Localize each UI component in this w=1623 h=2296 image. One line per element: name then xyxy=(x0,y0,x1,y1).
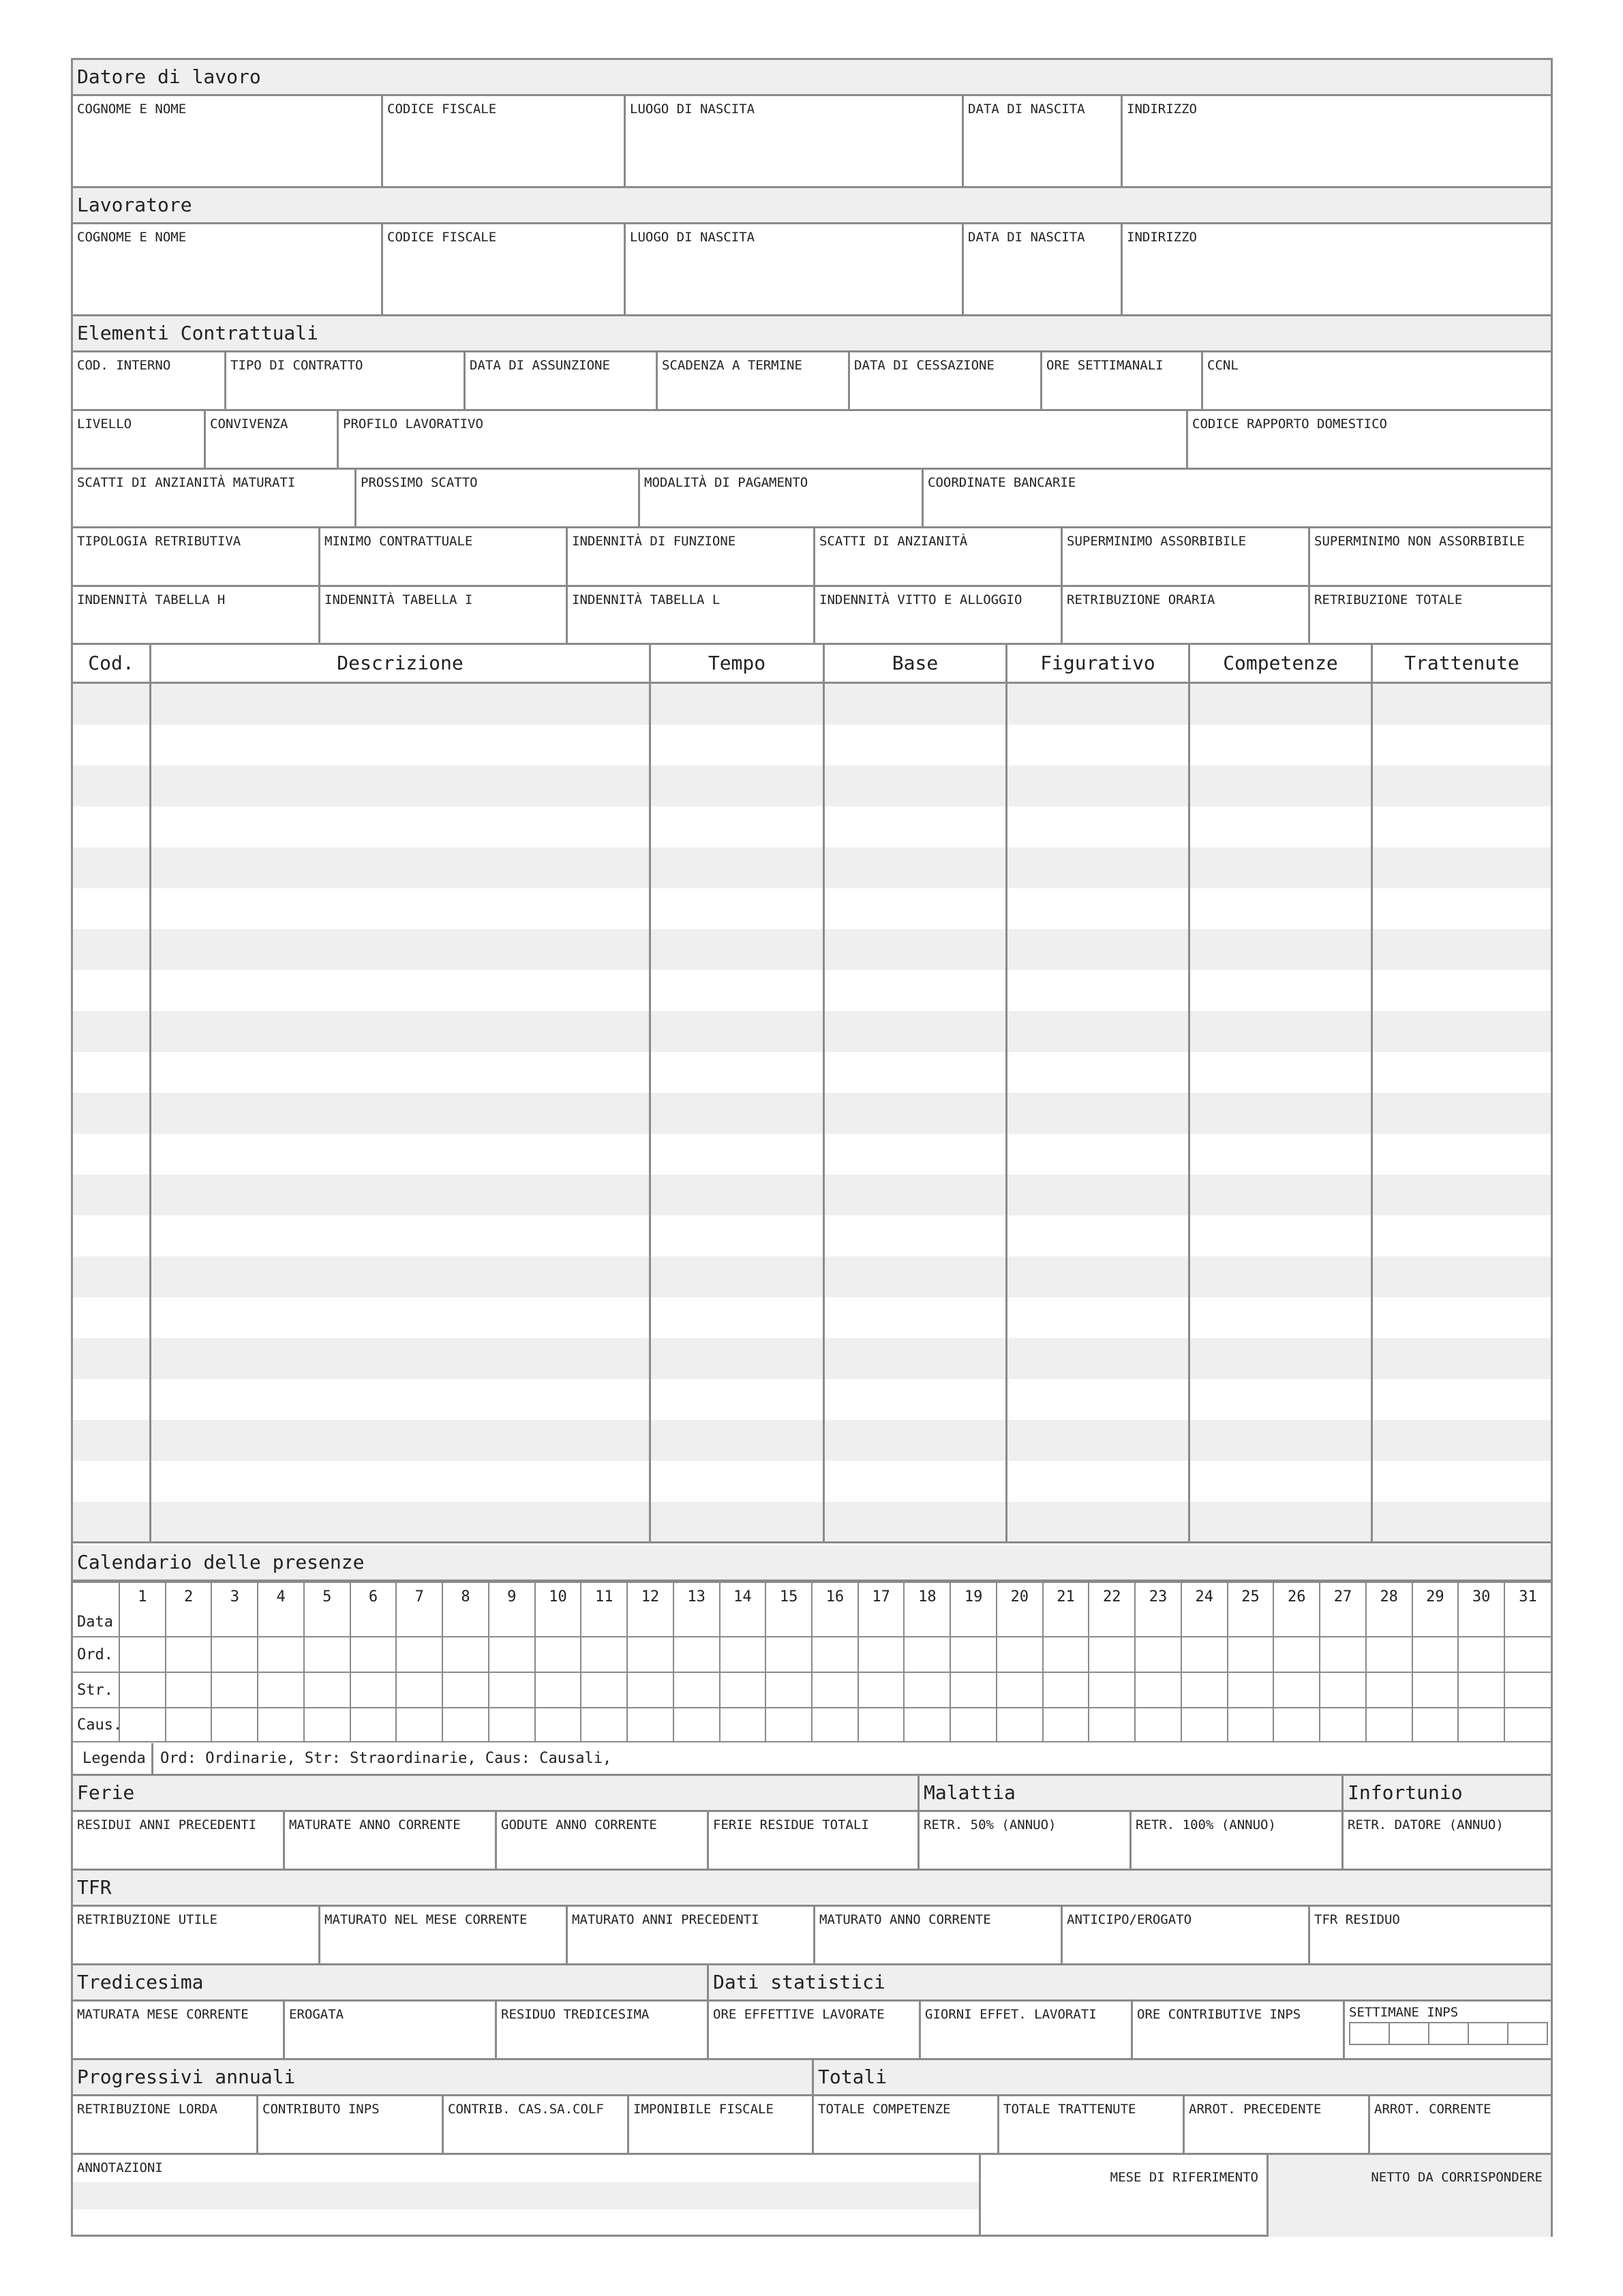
legenda-text: Ord: Ordinarie, Str: Straordinarie, Caus: Causali, xyxy=(160,1750,612,1767)
col-descrizione: Descrizione xyxy=(151,645,651,682)
calendario-cell[interactable] xyxy=(1228,1708,1274,1742)
calendario-day-15: 15 xyxy=(765,1582,812,1637)
calendario-cell[interactable] xyxy=(1228,1672,1274,1708)
section-header-tfr: TFR xyxy=(73,1871,1551,1907)
calendario-cell[interactable] xyxy=(489,1637,535,1672)
ccnl-field[interactable]: CCNL xyxy=(1207,358,1239,373)
superminimo-non-assorbibile-field[interactable]: SUPERMINIMO NON ASSORBIBILE xyxy=(1314,534,1525,549)
contratto-row-4 xyxy=(73,528,1551,587)
datore-luogo-nascita-field[interactable]: LUOGO DI NASCITA xyxy=(626,96,964,186)
calendario-cell[interactable] xyxy=(396,1637,442,1672)
calendario-row-ord xyxy=(73,1637,1551,1672)
section-header-statistici: Dati statistici xyxy=(709,1965,1551,1999)
arrot-precedente-field[interactable]: ARROT. PRECEDENTE xyxy=(1185,2096,1370,2153)
calendario-cell[interactable] xyxy=(489,1708,535,1742)
malattia-retr-100-field[interactable]: RETR. 100% (ANNUO) xyxy=(1132,1812,1344,1869)
calendario-cell[interactable] xyxy=(350,1672,397,1708)
calendario-cell[interactable] xyxy=(997,1708,1043,1742)
calendario-day-6: 6 xyxy=(350,1582,397,1637)
calendario-cell[interactable] xyxy=(1366,1672,1412,1708)
tipologia-retributiva-field[interactable]: TIPOLOGIA RETRIBUTIVA xyxy=(73,528,320,585)
calendario-day-17: 17 xyxy=(858,1582,905,1637)
contratto-row-5 xyxy=(73,587,1551,645)
calendario-cell[interactable] xyxy=(1504,1637,1551,1672)
calendario-cell[interactable] xyxy=(1273,1637,1320,1672)
infortunio-retr-datore-field[interactable]: RETR. DATORE (ANNUO) xyxy=(1348,1817,1504,1832)
voci-table-body[interactable] xyxy=(73,684,1551,1543)
calendario-cell[interactable] xyxy=(627,1637,673,1672)
section-header-datore: Datore di lavoro xyxy=(73,60,1551,96)
section-header-ferie: Ferie xyxy=(73,1776,920,1810)
calendario-cell[interactable] xyxy=(1043,1672,1089,1708)
convivenza-field[interactable]: CONVIVENZA xyxy=(206,411,339,468)
superminimo-assorbibile-field[interactable]: SUPERMINIMO ASSORBIBILE xyxy=(1063,528,1310,585)
payslip-form xyxy=(71,58,1553,2237)
datore-cognome-nome-field[interactable]: COGNOME E NOME xyxy=(73,96,383,186)
calendario-cell[interactable] xyxy=(396,1672,442,1708)
tfr-maturato-mese-field[interactable]: MATURATO NEL MESE CORRENTE xyxy=(320,1907,568,1963)
annotazioni-field[interactable] xyxy=(73,2155,981,2237)
calendario-day-24: 24 xyxy=(1181,1582,1228,1637)
lavoratore-fields-row xyxy=(73,224,1551,316)
calendario-cell[interactable] xyxy=(1412,1672,1459,1708)
calendario-cell[interactable] xyxy=(1412,1637,1459,1672)
calendario-cell[interactable] xyxy=(627,1708,673,1742)
section-header-contratto: Elementi Contrattuali xyxy=(73,316,1551,352)
calendario-cell[interactable] xyxy=(858,1637,905,1672)
calendario-cell[interactable] xyxy=(1458,1708,1504,1742)
data-cessazione-field[interactable]: DATA DI CESSAZIONE xyxy=(850,352,1042,409)
calendario-day-18: 18 xyxy=(904,1582,950,1637)
calendario-cell[interactable] xyxy=(1089,1672,1135,1708)
calendario-day-12: 12 xyxy=(627,1582,673,1637)
imponibile-fiscale-field[interactable]: IMPONIBILE FISCALE xyxy=(629,2096,814,2153)
tfr-retribuzione-utile-field[interactable]: RETRIBUZIONE UTILE xyxy=(73,1907,320,1963)
prossimo-scatto-field[interactable]: PROSSIMO SCATTO xyxy=(357,470,640,526)
calendario-cell[interactable] xyxy=(1135,1637,1181,1672)
calendario-day-28: 28 xyxy=(1366,1582,1412,1637)
progressivi-totali-header-row xyxy=(73,2060,1551,2096)
indennita-tabella-l-field[interactable]: INDENNITÀ TABELLA L xyxy=(568,587,815,643)
calendario-row-str xyxy=(73,1672,1551,1708)
calendario-cell[interactable] xyxy=(166,1708,212,1742)
calendario-day-31: 31 xyxy=(1504,1582,1551,1637)
contratto-row-3 xyxy=(73,470,1551,528)
calendario-cell[interactable] xyxy=(258,1708,304,1742)
calendario-cell[interactable] xyxy=(442,1708,489,1742)
indennita-funzione-field[interactable]: INDENNITÀ DI FUNZIONE xyxy=(568,528,815,585)
section-header-totali: Totali xyxy=(814,2060,1551,2094)
calendario-cell[interactable] xyxy=(720,1672,766,1708)
calendario-cell[interactable] xyxy=(1320,1637,1366,1672)
col-cod: Cod. xyxy=(73,645,151,682)
calendario-cell[interactable] xyxy=(119,1708,166,1742)
calendario-cell[interactable] xyxy=(211,1637,258,1672)
calendario-cell[interactable] xyxy=(812,1672,858,1708)
lavoratore-cognome-nome-field[interactable]: COGNOME E NOME xyxy=(73,224,383,314)
calendario-cell[interactable] xyxy=(442,1672,489,1708)
coordinate-bancarie-field[interactable]: COORDINATE BANCARIE xyxy=(928,475,1076,490)
modalita-pagamento-field[interactable]: MODALITÀ DI PAGAMENTO xyxy=(640,470,924,526)
calendario-cell[interactable] xyxy=(396,1708,442,1742)
calendario-cell[interactable] xyxy=(1504,1672,1551,1708)
calendario-cell[interactable] xyxy=(535,1708,581,1742)
calendario-cell[interactable] xyxy=(858,1708,905,1742)
calendario-day-23: 23 xyxy=(1135,1582,1181,1637)
calendario-cell[interactable] xyxy=(812,1637,858,1672)
settimane-inps-boxes[interactable] xyxy=(1349,2022,1548,2045)
calendario-row-data xyxy=(73,1582,1551,1637)
calendario-cell[interactable] xyxy=(304,1672,350,1708)
datore-data-nascita-field[interactable]: DATA DI NASCITA xyxy=(964,96,1123,186)
datore-indirizzo-field[interactable]: INDIRIZZO xyxy=(1127,102,1197,117)
annotazioni-label: ANNOTAZIONI xyxy=(77,2160,163,2175)
calendario-cell[interactable] xyxy=(950,1708,997,1742)
calendario-cell[interactable] xyxy=(720,1708,766,1742)
calendario-row-label: Data xyxy=(73,1582,119,1637)
retribuzione-oraria-field[interactable]: RETRIBUZIONE ORARIA xyxy=(1063,587,1310,643)
section-header-lavoratore: Lavoratore xyxy=(73,188,1551,224)
tfr-residuo-field[interactable]: TFR RESIDUO xyxy=(1314,1912,1400,1927)
settimane-inps-field[interactable] xyxy=(1345,2002,1551,2058)
calendario-day-2: 2 xyxy=(166,1582,212,1637)
section-header-progressivi: Progressivi annuali xyxy=(73,2060,814,2094)
calendario-day-21: 21 xyxy=(1043,1582,1089,1637)
calendario-cell[interactable] xyxy=(1504,1708,1551,1742)
calendario-cell[interactable] xyxy=(1089,1637,1135,1672)
calendario-cell[interactable] xyxy=(1458,1637,1504,1672)
minimo-contrattuale-field[interactable]: MINIMO CONTRATTUALE xyxy=(320,528,568,585)
calendario-cell[interactable] xyxy=(211,1672,258,1708)
calendario-cell[interactable] xyxy=(1320,1672,1366,1708)
col-competenze: Competenze xyxy=(1190,645,1373,682)
tfr-fields-row xyxy=(73,1907,1551,1965)
calendario-day-10: 10 xyxy=(535,1582,581,1637)
section-header-calendario: Calendario delle presenze xyxy=(73,1545,1551,1582)
scatti-anzianita-field[interactable]: SCATTI DI ANZIANITÀ xyxy=(815,528,1063,585)
scatti-maturati-field[interactable]: SCATTI DI ANZIANITÀ MATURATI xyxy=(73,470,357,526)
col-trattenute: Trattenute xyxy=(1404,652,1519,674)
calendario-cell[interactable] xyxy=(166,1637,212,1672)
calendario-cell[interactable] xyxy=(673,1672,720,1708)
totale-competenze-field[interactable]: TOTALE COMPETENZE xyxy=(814,2096,999,2153)
tredicesima-residuo-field[interactable]: RESIDUO TREDICESIMA xyxy=(497,2002,709,2058)
calendario-cell[interactable] xyxy=(627,1672,673,1708)
ferie-fields-row xyxy=(73,1812,1551,1871)
contributo-inps-field[interactable]: CONTRIBUTO INPS xyxy=(258,2096,444,2153)
calendario-day-25: 25 xyxy=(1228,1582,1274,1637)
calendario-cell[interactable] xyxy=(950,1672,997,1708)
indennita-vitto-alloggio-field[interactable]: INDENNITÀ VITTO E ALLOGGIO xyxy=(815,587,1063,643)
ore-contributive-field[interactable]: ORE CONTRIBUTIVE INPS xyxy=(1133,2002,1345,2058)
ferie-residui-field[interactable]: RESIDUI ANNI PRECEDENTI xyxy=(73,1812,285,1869)
calendario-day-5: 5 xyxy=(304,1582,350,1637)
calendario-day-7: 7 xyxy=(396,1582,442,1637)
calendario-legenda xyxy=(73,1743,1551,1776)
calendario-cell[interactable] xyxy=(1412,1708,1459,1742)
calendario-cell[interactable] xyxy=(581,1637,627,1672)
calendario-cell[interactable] xyxy=(1181,1672,1228,1708)
calendario-day-26: 26 xyxy=(1273,1582,1320,1637)
calendario-row-caus xyxy=(73,1708,1551,1742)
calendario-cell[interactable] xyxy=(442,1637,489,1672)
calendario-cell[interactable] xyxy=(211,1708,258,1742)
calendario-day-14: 14 xyxy=(720,1582,766,1637)
calendario-cell[interactable] xyxy=(673,1637,720,1672)
calendario-cell[interactable] xyxy=(1135,1708,1181,1742)
cod-interno-field[interactable]: COD. INTERNO xyxy=(73,352,226,409)
footer-row xyxy=(73,2155,1551,2237)
datore-fields-row xyxy=(73,96,1551,188)
section-header-malattia: Malattia xyxy=(920,1776,1344,1810)
calendario-day-4: 4 xyxy=(258,1582,304,1637)
calendario-day-22: 22 xyxy=(1089,1582,1135,1637)
calendario-cell[interactable] xyxy=(1458,1672,1504,1708)
calendario-day-19: 19 xyxy=(950,1582,997,1637)
datore-codice-fiscale-field[interactable]: CODICE FISCALE xyxy=(383,96,626,186)
calendario-cell[interactable] xyxy=(258,1672,304,1708)
calendario-cell[interactable] xyxy=(535,1672,581,1708)
calendario-day-9: 9 xyxy=(489,1582,535,1637)
calendario-cell[interactable] xyxy=(858,1672,905,1708)
calendario-cell[interactable] xyxy=(1181,1708,1228,1742)
calendario-cell[interactable] xyxy=(1273,1672,1320,1708)
profilo-lavorativo-field[interactable]: PROFILO LAVORATIVO xyxy=(339,411,1188,468)
codice-rapporto-domestico-field[interactable]: CODICE RAPPORTO DOMESTICO xyxy=(1192,417,1387,432)
calendario-cell[interactable] xyxy=(1089,1708,1135,1742)
netto-corrispondere-field[interactable] xyxy=(1269,2155,1551,2237)
calendario-cell[interactable] xyxy=(1135,1672,1181,1708)
calendario-cell[interactable] xyxy=(997,1672,1043,1708)
contratto-row-1 xyxy=(73,352,1551,411)
calendario-cell[interactable] xyxy=(765,1672,812,1708)
calendario-day-29: 29 xyxy=(1412,1582,1459,1637)
calendario-cell[interactable] xyxy=(904,1708,950,1742)
calendario-day-11: 11 xyxy=(581,1582,627,1637)
calendario-cell[interactable] xyxy=(304,1708,350,1742)
calendario-cell[interactable] xyxy=(1181,1637,1228,1672)
calendario-cell[interactable] xyxy=(765,1708,812,1742)
contrib-cassacolf-field[interactable]: CONTRIB. CAS.SA.COLF xyxy=(444,2096,629,2153)
calendario-day-13: 13 xyxy=(673,1582,720,1637)
calendario-grid xyxy=(73,1582,1551,1742)
calendario-cell[interactable] xyxy=(166,1672,212,1708)
ore-settimanali-field[interactable]: ORE SETTIMANALI xyxy=(1042,352,1203,409)
indennita-tabella-i-field[interactable]: INDENNITÀ TABELLA I xyxy=(320,587,568,643)
tfr-maturato-anno-corrente-field[interactable]: MATURATO ANNO CORRENTE xyxy=(815,1907,1063,1963)
retribuzione-totale-field[interactable]: RETRIBUZIONE TOTALE xyxy=(1314,592,1463,607)
ferie-residue-totali-field[interactable]: FERIE RESIDUE TOTALI xyxy=(709,1812,920,1869)
calendario-row-label: Caus. xyxy=(73,1708,119,1742)
calendario-cell[interactable] xyxy=(997,1637,1043,1672)
legenda-label: Legenda xyxy=(73,1743,153,1774)
arrot-corrente-field[interactable]: ARROT. CORRENTE xyxy=(1374,2102,1491,2117)
calendario-cell[interactable] xyxy=(904,1672,950,1708)
tfr-anticipo-erogato-field[interactable]: ANTICIPO/EROGATO xyxy=(1063,1907,1310,1963)
calendario-cell[interactable] xyxy=(673,1708,720,1742)
calendario-cell[interactable] xyxy=(350,1708,397,1742)
calendario-cell[interactable] xyxy=(581,1708,627,1742)
calendario-row-label: Str. xyxy=(73,1672,119,1708)
calendario-cell[interactable] xyxy=(1320,1708,1366,1742)
calendario-cell[interactable] xyxy=(765,1637,812,1672)
mese-riferimento-label: MESE DI RIFERIMENTO xyxy=(1110,2170,1258,2185)
lavoratore-indirizzo-field[interactable]: INDIRIZZO xyxy=(1127,230,1197,245)
col-tempo: Tempo xyxy=(651,645,825,682)
section-header-tredicesima: Tredicesima xyxy=(73,1965,709,1999)
tredicesima-maturata-field[interactable]: MATURATA MESE CORRENTE xyxy=(73,2002,285,2058)
calendario-day-16: 16 xyxy=(812,1582,858,1637)
calendario-cell[interactable] xyxy=(350,1637,397,1672)
indennita-tabella-h-field[interactable]: INDENNITÀ TABELLA H xyxy=(73,587,320,643)
ferie-malattia-header-row xyxy=(73,1776,1551,1812)
retribuzione-lorda-field[interactable]: RETRIBUZIONE LORDA xyxy=(73,2096,258,2153)
calendario-cell[interactable] xyxy=(304,1637,350,1672)
calendario-cell[interactable] xyxy=(1366,1708,1412,1742)
col-figurativo: Figurativo xyxy=(1007,645,1190,682)
calendario-day-3: 3 xyxy=(211,1582,258,1637)
ferie-godute-field[interactable]: GODUTE ANNO CORRENTE xyxy=(497,1812,709,1869)
ore-effettive-field[interactable]: ORE EFFETTIVE LAVORATE xyxy=(709,2002,921,2058)
calendario-day-30: 30 xyxy=(1458,1582,1504,1637)
calendario-cell[interactable] xyxy=(950,1637,997,1672)
lavoratore-luogo-nascita-field[interactable]: LUOGO DI NASCITA xyxy=(626,224,964,314)
malattia-retr-50-field[interactable]: RETR. 50% (ANNUO) xyxy=(920,1812,1132,1869)
calendario-day-8: 8 xyxy=(442,1582,489,1637)
voci-table xyxy=(73,645,1551,1545)
tfr-maturato-anni-precedenti-field[interactable]: MATURATO ANNI PRECEDENTI xyxy=(568,1907,815,1963)
giorni-effettivi-field[interactable]: GIORNI EFFET. LAVORATI xyxy=(921,2002,1133,2058)
calendario-cell[interactable] xyxy=(119,1672,166,1708)
totale-trattenute-field[interactable]: TOTALE TRATTENUTE xyxy=(999,2096,1185,2153)
tredicesima-statistici-header-row xyxy=(73,1965,1551,2002)
calendario-cell[interactable] xyxy=(1273,1708,1320,1742)
calendario-cell[interactable] xyxy=(1228,1637,1274,1672)
mese-riferimento-field[interactable] xyxy=(981,2155,1269,2237)
calendario-row-label: Ord. xyxy=(73,1637,119,1672)
section-header-infortunio: Infortunio xyxy=(1344,1776,1551,1810)
voci-table-header xyxy=(73,645,1551,684)
calendario-day-20: 20 xyxy=(997,1582,1043,1637)
calendario-cell[interactable] xyxy=(258,1637,304,1672)
tredicesima-erogata-field[interactable]: EROGATA xyxy=(285,2002,497,2058)
calendario-cell[interactable] xyxy=(1043,1708,1089,1742)
tipo-contratto-field[interactable]: TIPO DI CONTRATTO xyxy=(226,352,466,409)
data-assunzione-field[interactable]: DATA DI ASSUNZIONE xyxy=(466,352,658,409)
scadenza-termine-field[interactable]: SCADENZA A TERMINE xyxy=(658,352,850,409)
col-base: Base xyxy=(825,645,1007,682)
calendario-cell[interactable] xyxy=(904,1637,950,1672)
tredicesima-statistici-fields-row xyxy=(73,2002,1551,2060)
calendario-cell[interactable] xyxy=(535,1637,581,1672)
ferie-maturate-field[interactable]: MATURATE ANNO CORRENTE xyxy=(285,1812,497,1869)
calendario-cell[interactable] xyxy=(1043,1637,1089,1672)
calendario-cell[interactable] xyxy=(812,1708,858,1742)
calendario-day-1: 1 xyxy=(119,1582,166,1637)
calendario-cell[interactable] xyxy=(581,1672,627,1708)
calendario-cell[interactable] xyxy=(720,1637,766,1672)
calendario-cell[interactable] xyxy=(489,1672,535,1708)
calendario-cell[interactable] xyxy=(1366,1637,1412,1672)
netto-corrispondere-label: NETTO DA CORRISPONDERE xyxy=(1371,2170,1543,2185)
lavoratore-data-nascita-field[interactable]: DATA DI NASCITA xyxy=(964,224,1123,314)
calendario-cell[interactable] xyxy=(119,1637,166,1672)
livello-field[interactable]: LIVELLO xyxy=(73,411,206,468)
progressivi-totali-fields-row xyxy=(73,2096,1551,2155)
settimane-inps-label: SETTIMANE INPS xyxy=(1349,2005,1459,2020)
contratto-row-2 xyxy=(73,411,1551,470)
calendario-day-27: 27 xyxy=(1320,1582,1366,1637)
lavoratore-codice-fiscale-field[interactable]: CODICE FISCALE xyxy=(383,224,626,314)
